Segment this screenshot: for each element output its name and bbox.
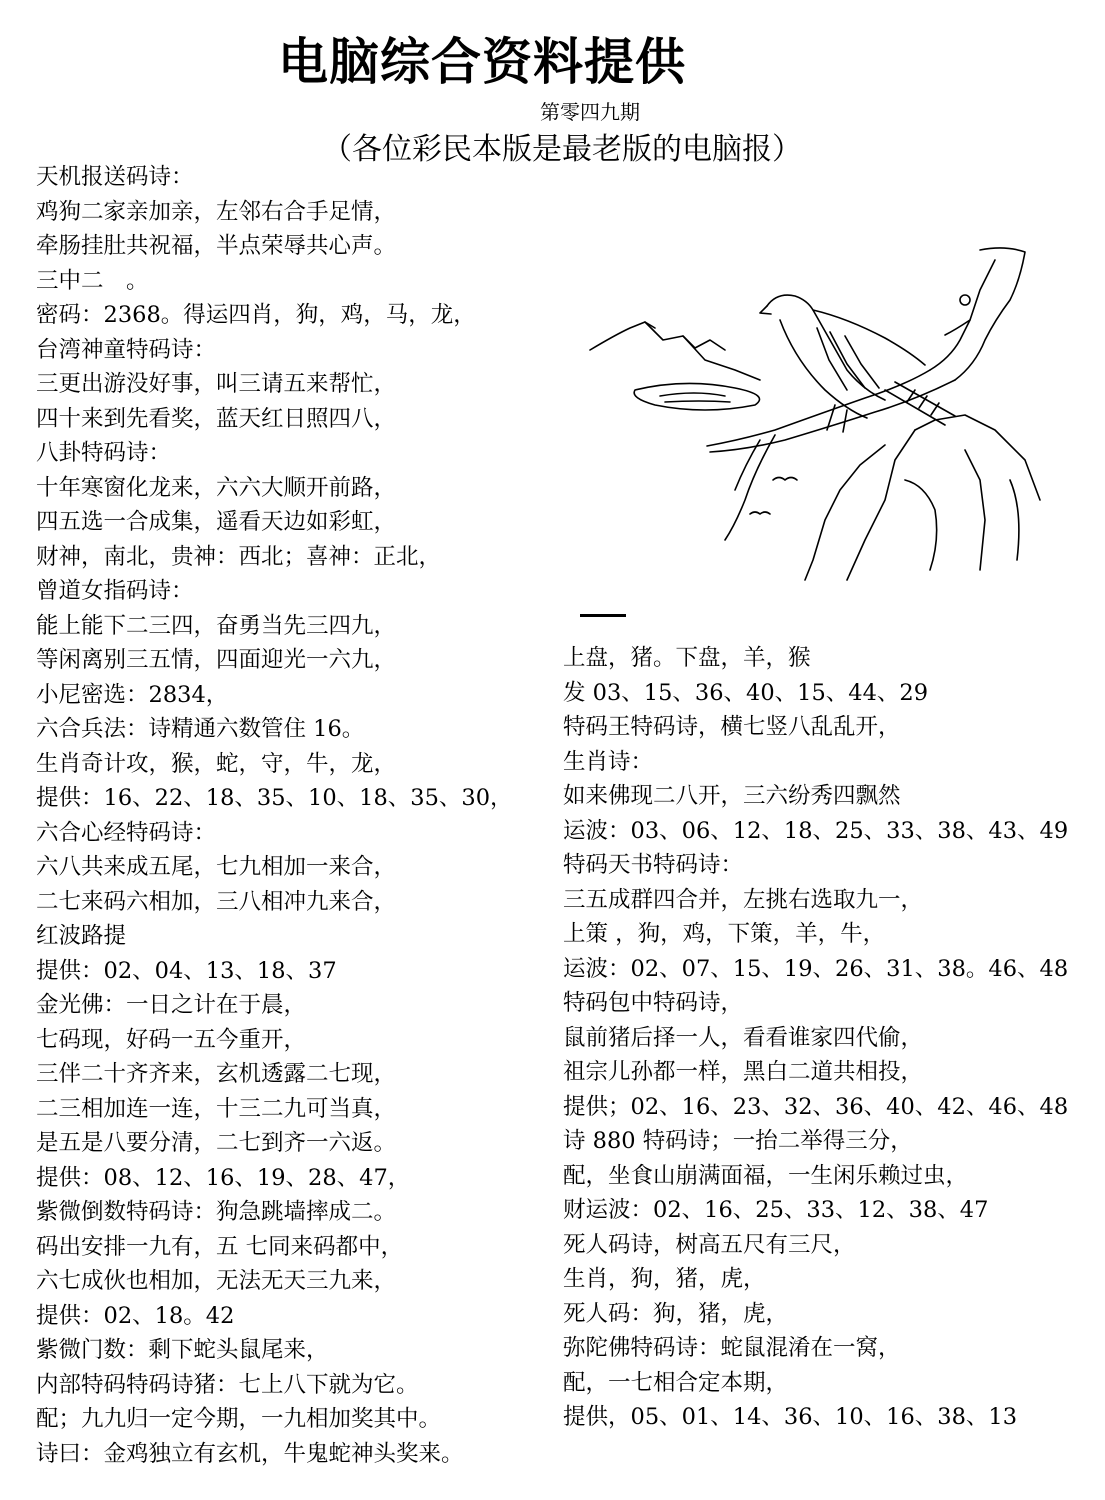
text-line: 运波：03、06、12、18、25、33、38、43、49 xyxy=(563,817,1069,844)
text-line: 红波路提 xyxy=(36,923,127,949)
text-line: 四五选一合成集，遥看天边如彩虹， xyxy=(36,509,397,535)
text-line: 诗曰：金鸡独立有玄机，牛鬼蛇神头奖来。 xyxy=(36,1440,464,1467)
text-line: 财神，南北，贵神：西北；喜神：正北， xyxy=(36,543,442,570)
divider-dash xyxy=(580,614,626,617)
page-title: 电脑综合资料提供 xyxy=(278,33,686,91)
text-line: 配，坐食山崩满面福，一生闲乐赖过虫， xyxy=(563,1162,969,1189)
issue-number: 第零四九期 xyxy=(540,100,640,124)
eagle-illustration xyxy=(585,240,1045,585)
text-line: 等闲离别三五情，四面迎光一六九， xyxy=(36,647,397,673)
text-line: 提供：16、22、18、35、10、18、35、30， xyxy=(36,785,513,811)
text-line: 生肖奇计攻，猴，蛇，守，牛，龙， xyxy=(36,750,397,777)
page-subtitle: （各位彩民本版是最老版的电脑报） xyxy=(322,132,802,167)
text-line: 三中二 。 xyxy=(36,267,149,294)
text-line: 三更出游没好事，叫三请五来帮忙， xyxy=(36,371,397,397)
text-line: 曾道女指码诗： xyxy=(36,578,194,604)
text-line: 上策 ，狗，鸡，下策，羊，牛， xyxy=(563,921,886,947)
text-line: 紫微倒数特码诗：狗急跳墙摔成二。 xyxy=(36,1199,397,1225)
text-line: 八卦特码诗： xyxy=(36,440,172,466)
text-line: 六合兵法：诗精通六数管住 16。 xyxy=(36,716,365,742)
text-line: 三伴二十齐齐来，玄机透露二七现， xyxy=(36,1061,397,1087)
text-line: 三五成群四合并，左挑右选取九一， xyxy=(563,886,924,913)
text-line: 配；九九归一定今期，一九相加奖其中。 xyxy=(36,1406,442,1432)
text-line: 财运波：02、16、25、33、12、38、47 xyxy=(563,1197,989,1223)
text-line: 提供；02、16、23、32、36、40、42、46、48 xyxy=(563,1093,1069,1120)
text-line: 死人码：狗，猪，虎， xyxy=(563,1300,789,1327)
text-line: 死人码诗，树高五尺有三尺， xyxy=(563,1231,856,1258)
text-line: 提供：08、12、16、19、28、47， xyxy=(36,1164,411,1191)
left-column xyxy=(36,160,513,1471)
text-line: 发 03、15、36、40、15、44、29 xyxy=(563,679,929,706)
text-line: 小尼密选：2834， xyxy=(36,681,229,708)
text-line: 如来佛现二八开，三六纷秀四飘然 xyxy=(563,783,901,809)
text-line: 二七来码六相加，三八相冲九来合， xyxy=(36,888,397,915)
text-line: 密码：2368。得运四肖，狗，鸡，马，龙， xyxy=(36,302,476,328)
text-line: 六八共来成五尾，七九相加一来合， xyxy=(36,854,397,880)
text-line: 特码包中特码诗， xyxy=(563,990,744,1016)
text-line: 祖宗儿孙都一样，黑白二道共相投， xyxy=(563,1059,924,1085)
text-line: 弥陀佛特码诗：蛇鼠混淆在一窝， xyxy=(563,1335,901,1361)
text-line: 鼠前猪后择一人，看看谁家四代偷， xyxy=(563,1024,924,1051)
text-line: 生肖诗： xyxy=(563,748,654,775)
text-line: 诗 880 特码诗；一抬二举得三分， xyxy=(563,1128,913,1154)
text-line: 鸡狗二家亲加亲，左邻右合手足情， xyxy=(36,198,397,225)
text-line: 是五是八要分清，二七到齐一六返。 xyxy=(36,1130,397,1156)
text-line: 特码天书特码诗： xyxy=(563,852,744,878)
text-line: 十年寒窗化龙来，六六大顺开前路， xyxy=(36,474,397,501)
text-line: 二三相加连一连，十三二九可当真， xyxy=(36,1095,397,1122)
text-line: 天机报送码诗： xyxy=(36,164,194,190)
text-line: 生肖，狗，猪，虎， xyxy=(563,1266,766,1292)
text-line: 金光佛：一日之计在于晨， xyxy=(36,992,307,1018)
text-line: 能上能下二三四，奋勇当先三四九， xyxy=(36,612,397,639)
text-line: 配，一七相合定本期， xyxy=(563,1369,789,1396)
text-line: 紫微门数：剩下蛇头鼠尾来， xyxy=(36,1337,329,1363)
right-column xyxy=(563,641,1068,1435)
text-line: 提供：02、18。42 xyxy=(36,1302,235,1329)
text-line: 四十来到先看奖，蓝天红日照四八， xyxy=(36,405,397,432)
text-line: 上盘，猪。下盘，羊，猴 xyxy=(563,645,811,671)
text-line: 特码王特码诗，横七竖八乱乱开， xyxy=(563,714,901,740)
text-line: 运波：02、07、15、19、26、31、38。46、48 xyxy=(563,955,1069,982)
text-line: 码出安排一九有，五 七同来码都中， xyxy=(36,1233,404,1260)
text-line: 提供，05、01、14、36、10、16、38、13 xyxy=(563,1404,1018,1430)
text-line: 六合心经特码诗： xyxy=(36,819,217,846)
text-line: 内部特码特码诗猪：七上八下就为它。 xyxy=(36,1371,419,1398)
text-line: 提供：02、04、13、18、37 xyxy=(36,957,337,984)
text-line: 牵肠挂肚共祝福，半点荣辱共心声。 xyxy=(36,233,397,259)
text-line: 六七成伙也相加，无法无天三九来， xyxy=(36,1268,397,1294)
text-line: 台湾神童特码诗： xyxy=(36,336,217,363)
text-line: 七码现，好码一五今重开， xyxy=(36,1026,307,1053)
